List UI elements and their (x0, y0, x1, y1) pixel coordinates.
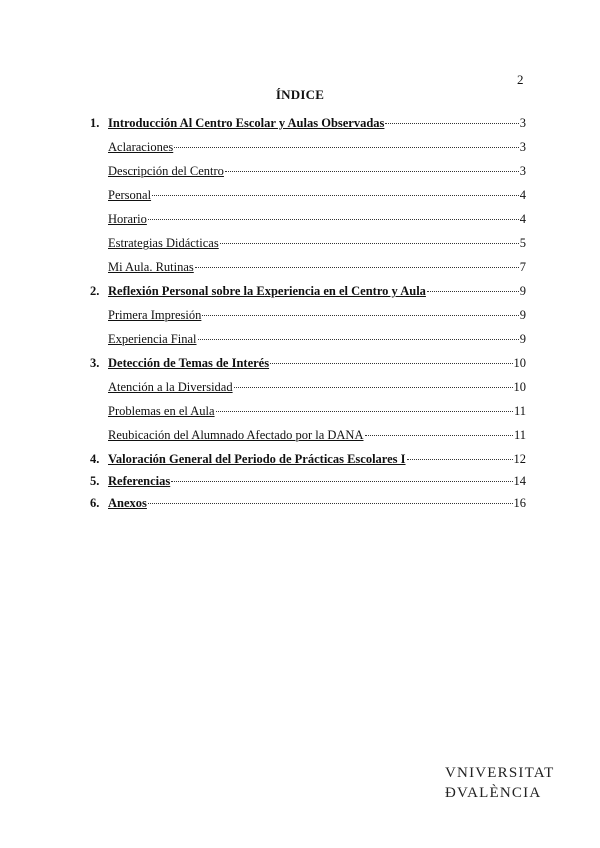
page-number: 2 (517, 72, 524, 87)
toc-entry-page: 9 (519, 332, 526, 346)
dot-leader (198, 339, 519, 340)
dot-leader (202, 315, 518, 316)
toc-entry-page: 11 (513, 428, 526, 442)
dot-leader (152, 195, 519, 196)
dot-leader (174, 147, 519, 148)
toc-entry-number: 6. (90, 496, 100, 510)
toc-entry-page: 3 (519, 140, 526, 154)
toc-entry[interactable] (108, 260, 526, 278)
toc-entry[interactable] (108, 140, 526, 158)
dot-leader (407, 459, 513, 460)
toc-entry-page: 9 (519, 308, 526, 322)
toc-entry[interactable] (90, 284, 526, 302)
toc-entry[interactable] (108, 188, 526, 206)
toc-entry-label: Experiencia Final (108, 332, 197, 346)
toc-entry-page: 16 (513, 496, 526, 510)
toc-entry-label: Personal (108, 188, 152, 202)
toc-entry[interactable] (90, 496, 526, 514)
toc-entry-label: Atención a la Diversidad (108, 380, 233, 394)
toc-entry-label: Estrategias Didácticas (108, 236, 219, 250)
toc-entry[interactable] (108, 164, 526, 182)
toc-entry-page: 12 (513, 452, 526, 466)
toc-entry-label: Reflexión Personal sobre la Experiencia en el Centro y Aula (108, 284, 426, 298)
dot-leader (171, 481, 512, 482)
toc-entry[interactable] (90, 474, 526, 492)
toc-entry-number: 1. (90, 116, 100, 130)
dot-leader (148, 503, 513, 504)
toc-entry-page: 10 (513, 380, 526, 394)
toc-entry[interactable] (108, 308, 526, 326)
toc-entry[interactable] (90, 116, 526, 134)
dot-leader (427, 291, 519, 292)
toc-entry-number: 2. (90, 284, 100, 298)
toc-entry-label: Valoración General del Periodo de Prácticas Escolares I (108, 452, 406, 466)
dot-leader (195, 267, 519, 268)
toc-entry-label: Mi Aula. Rutinas (108, 260, 194, 274)
dot-leader (216, 411, 513, 412)
toc-entry-label: Primera Impresión (108, 308, 202, 322)
toc-entry[interactable] (108, 404, 526, 422)
toc-entry[interactable] (108, 332, 526, 350)
dot-leader (225, 171, 519, 172)
toc-entry[interactable] (90, 356, 526, 374)
toc-entry-label: Anexos (108, 496, 147, 510)
toc-entry-page: 7 (519, 260, 526, 274)
toc-entry-number: 5. (90, 474, 100, 488)
toc-entry-label: Problemas en el Aula (108, 404, 215, 418)
toc-entry-page: 14 (513, 474, 526, 488)
toc-entry-label: Introducción Al Centro Escolar y Aulas Observadas (108, 116, 385, 130)
toc-entry-page: 3 (519, 164, 526, 178)
toc-entry-label: Referencias (108, 474, 171, 488)
toc-entry-page: 4 (519, 212, 526, 226)
toc-entry-label: Aclaraciones (108, 140, 174, 154)
toc-entry-page: 11 (513, 404, 526, 418)
dot-leader (365, 435, 513, 436)
toc-entry-number: 3. (90, 356, 100, 370)
toc-entry[interactable] (108, 428, 526, 446)
toc-entry-page: 5 (519, 236, 526, 250)
toc-title: ÍNDICE (275, 87, 325, 102)
toc-entry-label: Descripción del Centro (108, 164, 224, 178)
toc-entry-label: Reubicación del Alumnado Afectado por la DANA (108, 428, 364, 442)
university-logo (445, 765, 555, 805)
logo-line-2: ÐVALÈNCIA (445, 785, 542, 801)
dot-leader (148, 219, 519, 220)
dot-leader (270, 363, 512, 364)
toc-entry[interactable] (108, 212, 526, 230)
toc-entry-label: Detección de Temas de Interés (108, 356, 270, 370)
dot-leader (220, 243, 519, 244)
dot-leader (234, 387, 513, 388)
toc-entry[interactable] (108, 380, 526, 398)
toc-entry-number: 4. (90, 452, 100, 466)
toc-entry-label: Horario (108, 212, 147, 226)
toc-entry-page: 3 (519, 116, 526, 130)
toc-entry-page: 10 (513, 356, 526, 370)
dot-leader (385, 123, 518, 124)
toc-entry[interactable] (90, 452, 526, 470)
toc-entry-page: 4 (519, 188, 526, 202)
logo-line-1: VNIVERSITAT (445, 765, 555, 781)
toc-entry-page: 9 (519, 284, 526, 298)
toc-entry[interactable] (108, 236, 526, 254)
